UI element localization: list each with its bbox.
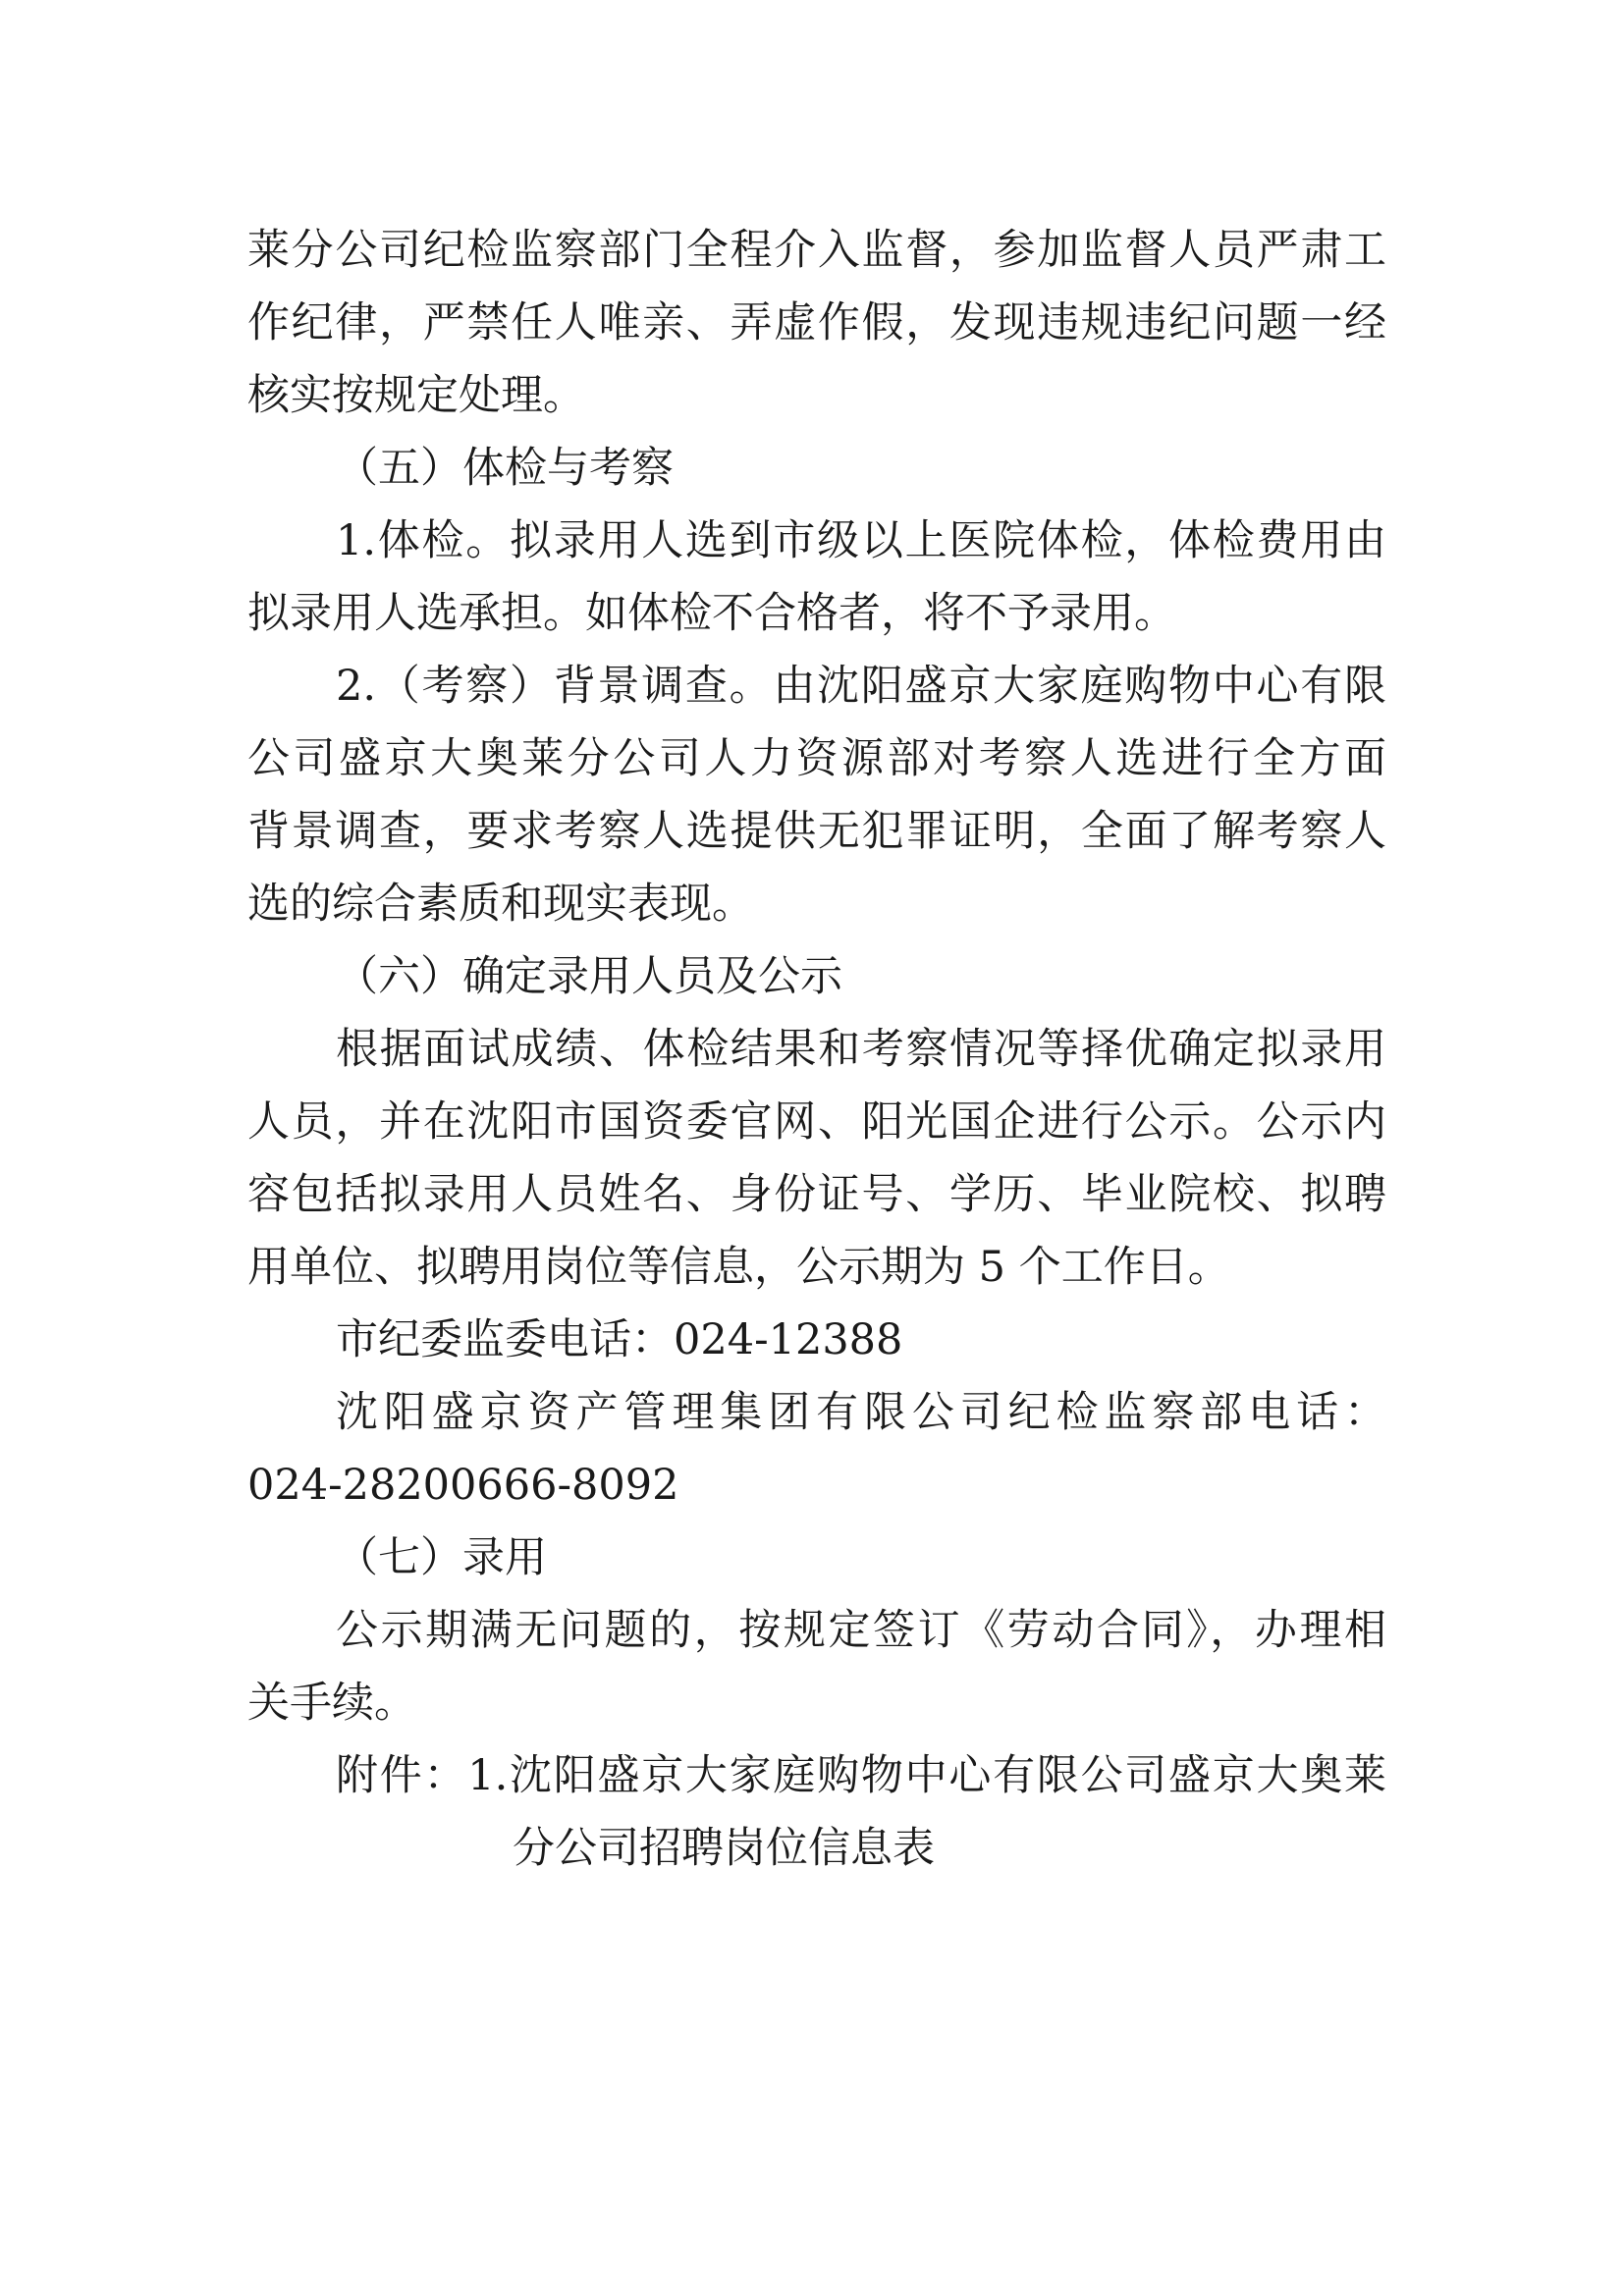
paragraph-line: 公司盛京大奥莱分公司人力资源部对考察人选进行全方面 (247, 734, 1386, 783)
paragraph-line: 人员，并在沈阳市国资委官网、阳光国企进行公示。公示内 (247, 1097, 1386, 1147)
paragraph-line: 拟录用人选承担。如体检不合格者，将不予录用。 (247, 589, 1176, 638)
paragraph-line: 选的综合素质和现实表现。 (247, 880, 754, 929)
paragraph-line: 背景调查，要求考察人选提供无犯罪证明，全面了解考察人 (247, 807, 1386, 856)
paragraph-line: 1.体检。拟录用人选到市级以上医院体检，体检费用由 (336, 516, 1386, 565)
section-heading: （五）体检与考察 (336, 444, 674, 493)
paragraph-line: 用单位、拟聘用岗位等信息，公示期为 5 个工作日。 (247, 1243, 1230, 1292)
paragraph-line: 莱分公司纪检监察部门全程介入监督，参加监督人员严肃工 (247, 226, 1386, 275)
attachment-line: 分公司招聘岗位信息表 (513, 1824, 935, 1873)
attachment-line: 附件：1.沈阳盛京大家庭购物中心有限公司盛京大奥莱 (336, 1751, 1386, 1800)
paragraph-line: 作纪律，严禁任人唯亲、弄虚作假，发现违规违纪问题一经 (247, 298, 1386, 347)
paragraph-line: 核实按规定处理。 (247, 371, 585, 420)
document-body (247, 214, 1386, 1885)
section-heading: （七）录用 (336, 1533, 547, 1582)
phone-line: 市纪委监委电话：024-12388 (336, 1315, 903, 1364)
paragraph-line: 容包括拟录用人员姓名、身份证号、学历、毕业院校、拟聘 (247, 1170, 1386, 1219)
section-heading: （六）确定录用人员及公示 (336, 952, 842, 1001)
phone-number: 024-28200666-8092 (247, 1461, 679, 1510)
paragraph-line: 2.（考察）背景调查。由沈阳盛京大家庭购物中心有限 (336, 662, 1386, 711)
phone-line: 沈阳盛京资产管理集团有限公司纪检监察部电话： (336, 1388, 1386, 1437)
paragraph-line: 关手续。 (247, 1679, 416, 1728)
paragraph-line: 公示期满无问题的，按规定签订《劳动合同》，办理相 (336, 1606, 1386, 1655)
paragraph-line: 根据面试成绩、体检结果和考察情况等择优确定拟录用 (336, 1025, 1386, 1074)
